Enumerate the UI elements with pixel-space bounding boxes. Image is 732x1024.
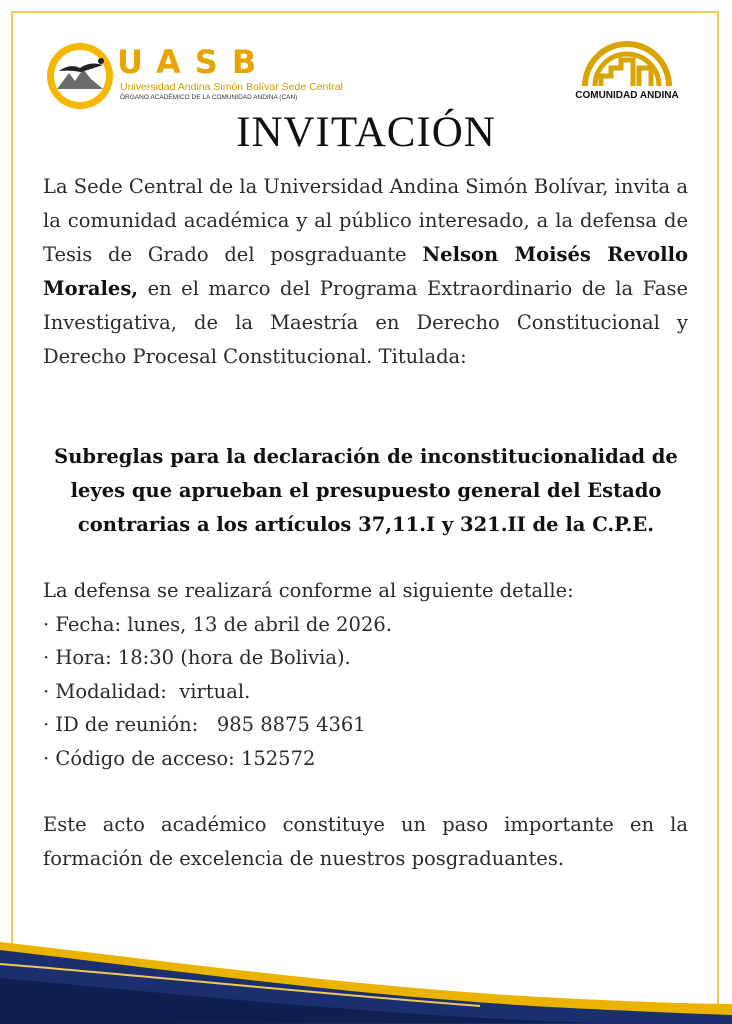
intro-paragraph [43, 170, 688, 374]
detail-time: · Hora: 18:30 (hora de Bolivia). [43, 646, 351, 669]
uasb-organ-text: ÓRGANO ACADÉMICO DE LA COMUNIDAD ANDINA (CAN) [120, 94, 298, 101]
closing-paragraph: Este acto académico constituye un paso importante en la formación de excelencia de nuestros posgraduantes. [43, 813, 688, 870]
detail-meeting-id: · ID de reunión: 985 8875 4361 [43, 713, 366, 736]
defense-details [43, 574, 688, 775]
uasb-logo [45, 41, 375, 111]
details-intro: La defensa se realizará conforme al siguiente detalle: [43, 579, 574, 602]
footer-wave-decoration [0, 920, 732, 1024]
detail-date: · Fecha: lunes, 13 de abril de 2026. [43, 612, 392, 636]
thesis-title: Subreglas para la declaración de inconstitucionalidad de leyes que aprueban el presupuesto general del Estado contrarias a los artículos 37,11.I y 321.II de la C.P.E. [54, 445, 678, 536]
uasb-title: UASB [117, 43, 271, 81]
detail-access-code: · Código de acceso: 152572 [43, 746, 316, 770]
uasb-subtitle: Universidad Andina Simón Bolívar Sede Central [120, 81, 343, 93]
comunidad-andina-logo [567, 30, 687, 102]
uasb-seal-icon [45, 41, 115, 111]
page-title: INVITACIÓN [236, 109, 496, 156]
comunidad-andina-emblem-icon [579, 30, 675, 88]
comunidad-andina-label: COMUNIDAD ANDINA [575, 90, 679, 101]
detail-modality: · Modalidad: virtual. [43, 679, 251, 703]
intro-text-start: La Sede Central de la Universidad Andina Simón Bolívar, invita a la comunidad académica y al público interesado, a la defensa de Tesis de Grado del posgraduante [43, 175, 688, 266]
intro-text-end: en el marco del Programa Extraordinario de la Fase Investigativa, de la Maestría en Derecho Constitucional y Derecho Procesal Constitucional. Titulada: [43, 277, 688, 368]
graduate-name: Nelson Moisés Revollo Morales, [43, 243, 688, 300]
